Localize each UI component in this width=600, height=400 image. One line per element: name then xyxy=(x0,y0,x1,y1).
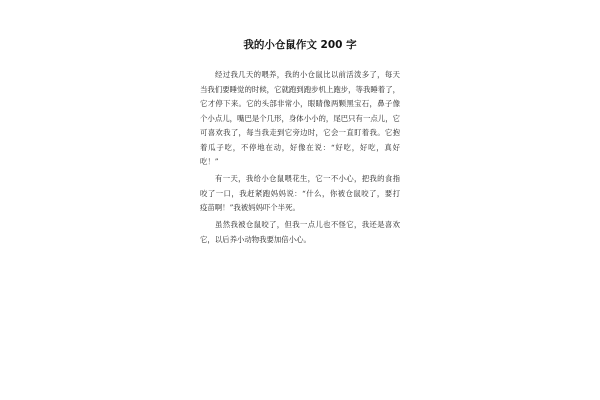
paragraph-line: 经过我几天的喂养，我的小仓鼠比以前活泼多了，每天 xyxy=(215,70,400,79)
paragraph-2 xyxy=(200,172,400,216)
paragraph-line: 有一天，我给小仓鼠喂花生，它一不小心，把我的食指 xyxy=(215,174,400,183)
paragraph-line: 它才停下来。它的头部非常小，眼睛像两颗黑宝石，鼻子像 xyxy=(200,99,400,108)
paragraph-1 xyxy=(200,68,400,170)
paragraph-line: 它，以后养小动物我要加倍小心。 xyxy=(200,234,311,244)
paragraph-line: 当我们要睡觉的时候，它就跑到跑步机上跑步，等我睡着了， xyxy=(200,84,400,94)
paragraph-line: 个小点儿，嘴巴是个几形，身体小小的，尾巴只有一点儿，它 xyxy=(200,113,400,123)
paragraph-line: 虽然我被仓鼠咬了，但我一点儿也不怪它，我还是喜欢 xyxy=(215,220,400,229)
essay-body xyxy=(200,68,400,247)
paragraph-line: 着瓜子吃，不停地在动，好像在说：“好吃，好吃，真好 xyxy=(200,142,400,152)
paragraph-line: 吃！” xyxy=(200,157,219,166)
essay-title: 我的小仓鼠作文 200 字 xyxy=(243,39,357,51)
paragraph-line: 咬了一口，我赶紧跑妈妈说：“什么，你被仓鼠咬了，要打 xyxy=(200,188,400,198)
paragraph-3 xyxy=(200,218,400,247)
paragraph-line: 可喜欢我了，每当我走到它旁边时，它会一直盯着我。它抱 xyxy=(200,128,400,137)
paragraph-line: 疫苗啊！”我被妈妈吓个半死。 xyxy=(200,203,300,212)
